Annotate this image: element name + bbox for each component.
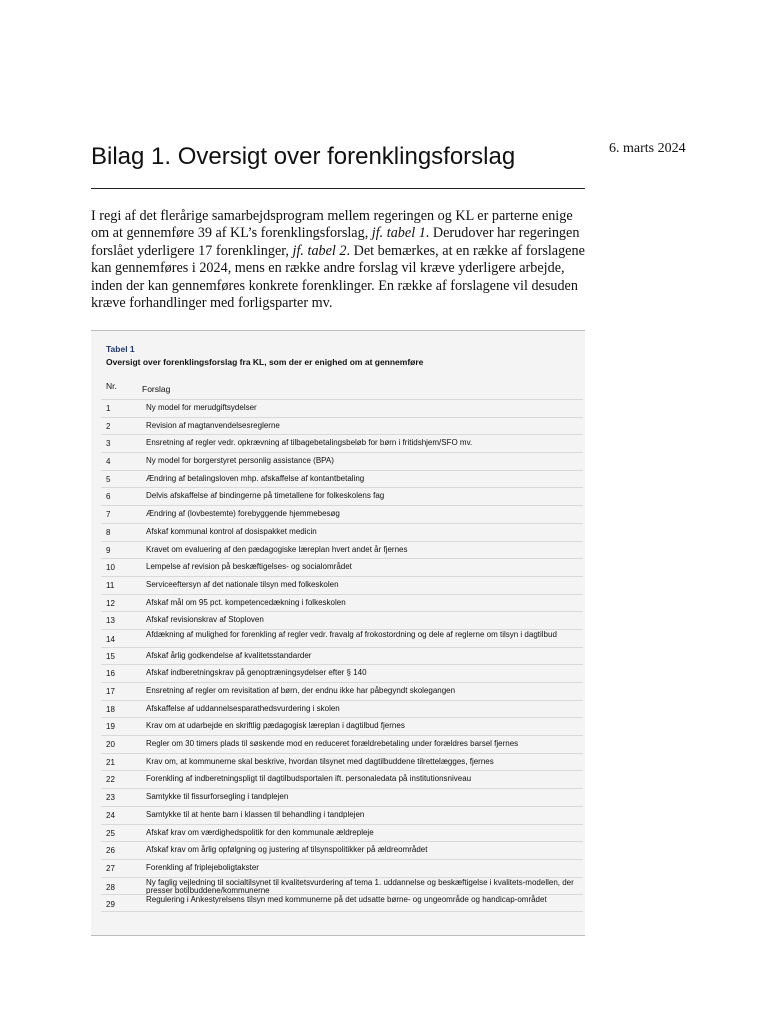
table-row xyxy=(101,594,583,612)
row-proposal: Ny model for merudgiftsydelser xyxy=(146,403,257,412)
table-row xyxy=(101,841,583,859)
row-proposal: Delvis afskaffelse af bindingerne på timetallene for folkeskolens fag xyxy=(146,491,385,501)
row-number: 23 xyxy=(106,793,115,803)
table-row xyxy=(101,735,583,753)
table-row xyxy=(101,753,583,771)
table-1 xyxy=(91,330,585,936)
row-number: 25 xyxy=(106,828,115,838)
row-number: 9 xyxy=(106,545,111,555)
table-row xyxy=(101,824,583,842)
row-number: 16 xyxy=(106,669,115,679)
table-label: Tabel 1 xyxy=(106,344,135,354)
row-number: 15 xyxy=(106,651,115,661)
table-row xyxy=(101,682,583,700)
table-row xyxy=(101,523,583,541)
intro-text-2: . Derudover har regeringen forslået yderligere 17 forenklinger, xyxy=(91,225,580,259)
table-2-reference: jf. tabel 2 xyxy=(292,242,347,259)
table-row xyxy=(101,487,583,505)
row-number: 4 xyxy=(106,457,111,467)
row-number: 24 xyxy=(106,810,115,820)
intro-text-3: . Det bemærkes, at en række af forslagene kan gennemføres i 2024, mens en række andre forslag vil kræve yderligere arbejde, inden der kan gennemføres konkrete forenklinger. En række af forslagene vil desuden kræve forhandlinger med forligsparter mv. xyxy=(91,242,585,312)
row-number: 14 xyxy=(106,634,115,644)
row-number: 18 xyxy=(106,704,115,714)
row-number: 11 xyxy=(106,580,115,590)
row-proposal: Krav om at udarbejde en skriftlig pædagogisk læreplan i dagtilbud fjernes xyxy=(146,721,405,731)
row-proposal: Afskaf kommunal kontrol af dosispakket medicin xyxy=(146,526,317,536)
row-proposal: Regulering i Ankestyrelsens tilsyn med kommunerne på det udsatte børne- og ungeområde og handicap-området xyxy=(146,895,547,905)
row-proposal: Forenkling af friplejeboligtakster xyxy=(146,862,259,872)
table-row xyxy=(101,859,583,877)
table-row xyxy=(101,877,583,895)
row-proposal: Ændring af (lovbestemte) forebyggende hjemmebesøg xyxy=(146,509,340,519)
column-header-nr: Nr. xyxy=(106,381,117,391)
table-row xyxy=(101,894,583,912)
row-proposal: Afskaf årlig godkendelse af kvalitetsstandarder xyxy=(146,650,312,660)
table-row xyxy=(101,452,583,470)
row-proposal: Afskaf krav om årlig opfølgning og justering af tilsynspolitikker på ældreområdet xyxy=(146,845,428,855)
row-number: 3 xyxy=(106,439,111,449)
row-proposal: Revision af magtanvendelsesreglerne xyxy=(146,420,280,430)
row-proposal: Afskaf revisionskrav af Stoploven xyxy=(146,615,264,625)
table-row xyxy=(101,576,583,594)
table-caption: Oversigt over forenklingsforslag fra KL, som der er enighed om at gennemføre xyxy=(106,357,424,367)
row-number: 20 xyxy=(106,740,115,750)
table-row xyxy=(101,788,583,806)
row-number: 28 xyxy=(106,882,115,892)
row-proposal: Afskaf indberetningskrav på genoptræningsydelser efter § 140 xyxy=(146,668,367,678)
row-proposal: Lempelse af revision på beskæftigelses- og socialområdet xyxy=(146,562,352,572)
row-proposal: Ændring af betalingsloven mhp. afskaffelse af kontantbetaling xyxy=(146,473,365,483)
table-row xyxy=(101,505,583,523)
intro-paragraph xyxy=(91,208,585,312)
column-header-forslag: Forslag xyxy=(142,384,171,394)
document-date: 6. marts 2024 xyxy=(609,141,686,156)
row-proposal: Ny faglig vejledning til socialtilsynet til kvalitetsvurdering af tema 1. uddannelse og beskæftigelse i kvalitets-modellen, der presser botilbuddene/kommunerne xyxy=(146,877,574,896)
row-number: 19 xyxy=(106,722,115,732)
row-number: 27 xyxy=(106,863,115,873)
row-number: 10 xyxy=(106,563,115,573)
table-row xyxy=(101,806,583,824)
row-proposal: Forenkling af indberetningspligt til dagtilbudsportalen ift. personaledata på institutionsniveau xyxy=(146,774,472,784)
table-row xyxy=(101,558,583,576)
row-proposal: Krav om, at kommunerne skal beskrive, hvordan tilsynet med dagtilbuddene tilrettelægges, fjernes xyxy=(146,756,494,766)
table-row xyxy=(101,470,583,488)
row-number: 6 xyxy=(106,492,111,502)
row-number: 2 xyxy=(106,421,111,431)
row-number: 12 xyxy=(106,598,115,608)
row-proposal: Regler om 30 timers plads til søskende mod en reduceret forældrebetaling under forældres barsel fjernes xyxy=(146,739,519,749)
page-title: Bilag 1. Oversigt over forenklingsforslag xyxy=(91,140,585,189)
row-proposal: Ensretning af regler vedr. opkrævning af tilbagebetalingsbeløb for børn i fritidshjem/SFO mv. xyxy=(146,438,473,448)
table-row xyxy=(101,647,583,665)
table-row xyxy=(101,399,583,417)
row-number: 17 xyxy=(106,687,115,696)
row-number: 13 xyxy=(106,616,115,626)
row-number: 7 xyxy=(106,510,111,520)
intro-text-1: I regi af det flerårige samarbejdsprogram mellem regeringen og KL er parterne enige om at gennemføre 39 af KL’s forenklingsforslag, xyxy=(91,208,573,242)
row-proposal: Afskaf krav om værdighedspolitik for den kommunale ældrepleje xyxy=(146,827,374,837)
row-proposal: Kravet om evaluering af den pædagogiske læreplan hvert andet år fjernes xyxy=(146,544,408,554)
row-proposal: Samtykke til fissurforsegling i tandplejen xyxy=(146,792,289,802)
table-1-reference: jf. tabel 1 xyxy=(371,225,426,242)
table-row xyxy=(101,770,583,788)
row-number: 26 xyxy=(106,846,115,856)
table-rows xyxy=(101,399,583,912)
table-row xyxy=(101,434,583,452)
row-proposal: Ny model for borgerstyret personlig assistance (BPA) xyxy=(146,456,334,466)
row-number: 29 xyxy=(106,900,115,910)
row-proposal: Ensretning af regler om revisitation af børn, der endnu ikke har påbegyndt skolegangen xyxy=(146,686,456,695)
row-proposal: Afskaffelse af uddannelsesparathedsvurdering i skolen xyxy=(146,703,340,713)
table-row xyxy=(101,717,583,735)
row-number: 22 xyxy=(106,775,115,785)
row-proposal: Afskaf mål om 95 pct. kompetencedækning i folkeskolen xyxy=(146,597,346,607)
table-row xyxy=(101,541,583,559)
table-row xyxy=(101,417,583,435)
row-number: 1 xyxy=(106,404,111,413)
row-number: 5 xyxy=(106,474,111,484)
row-proposal: Serviceeftersyn af det nationale tilsyn med folkeskolen xyxy=(146,579,339,589)
row-proposal: Samtykke til at hente barn i klassen til behandling i tandplejen xyxy=(146,809,365,819)
table-row xyxy=(101,664,583,682)
row-number: 21 xyxy=(106,757,115,767)
table-row xyxy=(101,629,583,647)
row-proposal: Afdækning af mulighed for forenkling af regler vedr. fravalg af frokostordning og dele af reglerne om tilsyn i dagtilbud xyxy=(146,629,557,639)
row-number: 8 xyxy=(106,527,111,537)
table-row xyxy=(101,700,583,718)
table-row xyxy=(101,611,583,629)
